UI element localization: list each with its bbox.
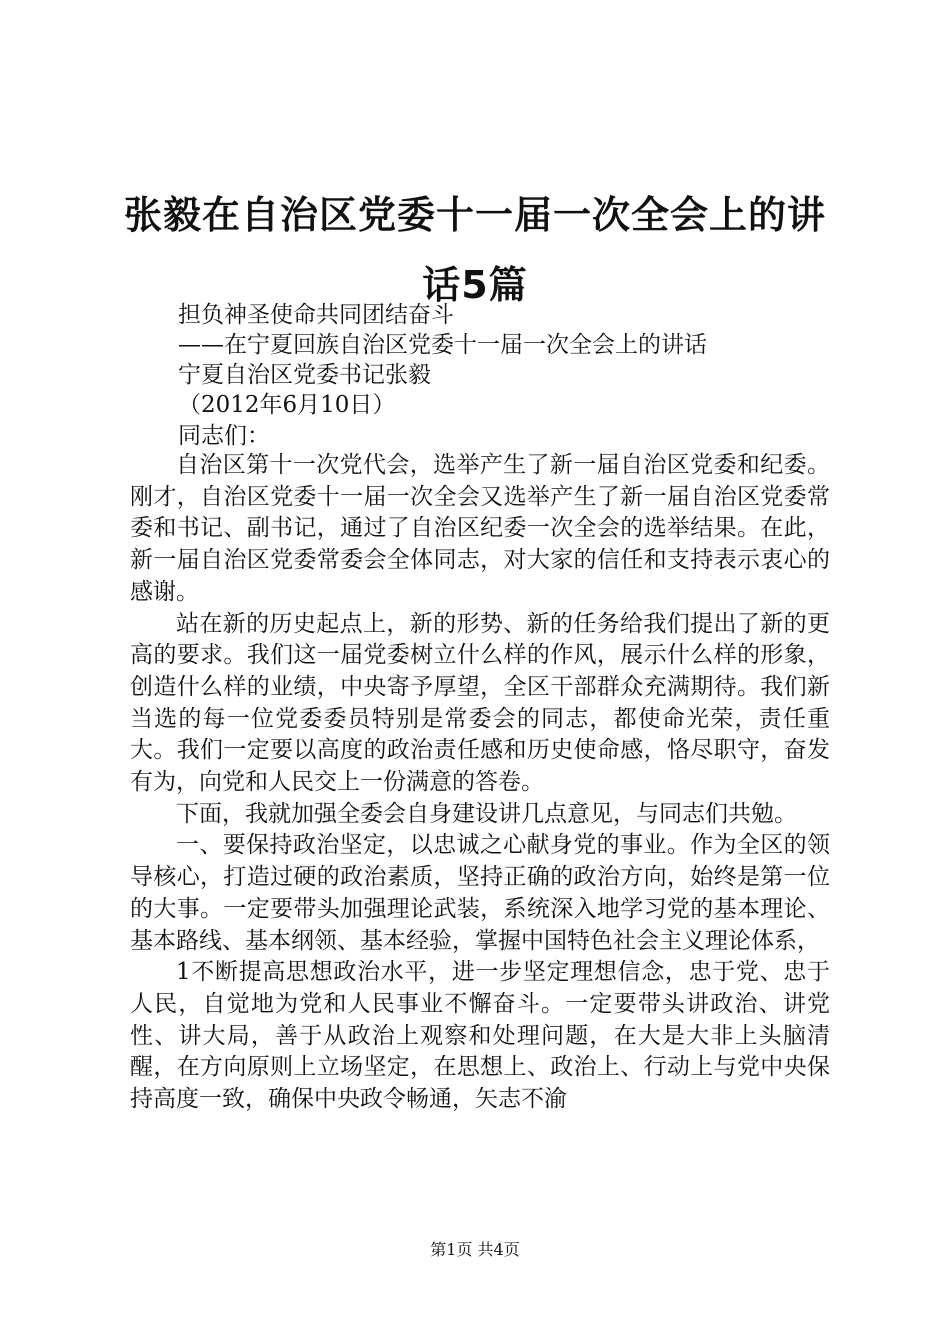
paragraph: 站在新的历史起点上，新的形势、新的任务给我们提出了新的更高的要求。我们这一届党委树立什么样的作风，展示什么样的形象，创造什么样的业绩，中央寄予厚望，全区干部群众充满期待。我们新当选的每一位党委委员特别是常委会的同志，都使命光荣，责任重大。我们一定要以高度的政治责任感和历史使命感，恪尽职守，奋发有为，向党和人民交上一份满意的答卷。 bbox=[130, 610, 830, 796]
document-title: 张毅在自治区党委十一届一次全会上的讲话5篇 bbox=[123, 193, 826, 307]
document-body bbox=[130, 450, 830, 1116]
paragraph: 自治区第十一次党代会，选举产生了新一届自治区党委和纪委。刚才，自治区党委十一届一次全会又选举产生了新一届自治区党委常委和书记、副书记，通过了自治区纪委一次全会的选举结果。在此，新一届自治区党委常委会全体同志，对大家的信任和支持表示衷心的感谢。 bbox=[130, 452, 830, 605]
speech-date: （2012年6月10日） bbox=[178, 392, 396, 418]
speech-heading: 担负神圣使命共同团结奋斗 bbox=[178, 302, 454, 328]
page-footer: 第1页 共4页 bbox=[430, 1240, 520, 1259]
paragraph: 一、要保持政治坚定，以忠诚之心献身党的事业。作为全区的领导核心，打造过硬的政治素质，坚持正确的政治方向，始终是第一位的大事。一定要带头加强理论武装，系统深入地学习党的基本理论、基本路线、基本纲领、基本经验，掌握中国特色社会主义理论体系， bbox=[130, 832, 830, 954]
speaker-line: 宁夏自治区党委书记张毅 bbox=[178, 362, 431, 388]
salutation: 同志们： bbox=[178, 423, 270, 449]
paragraph: 1不断提高思想政治水平，进一步坚定理想信念，忠于党、忠于人民，自觉地为党和人民事业不懈奋斗。一定要带头讲政治、讲党性、讲大局，善于从政治上观察和处理问题，在大是大非上头脑清醒，在方向原则上立场坚定，在思想上、政治上、行动上与党中央保持高度一致，确保中央政令畅通，矢志不渝 bbox=[130, 959, 830, 1113]
paragraph: 下面，我就加强全委会自身建设讲几点意见，与同志们共勉。 bbox=[176, 800, 797, 827]
speech-subheading: ——在宁夏回族自治区党委十一届一次全会上的讲话 bbox=[178, 332, 707, 358]
